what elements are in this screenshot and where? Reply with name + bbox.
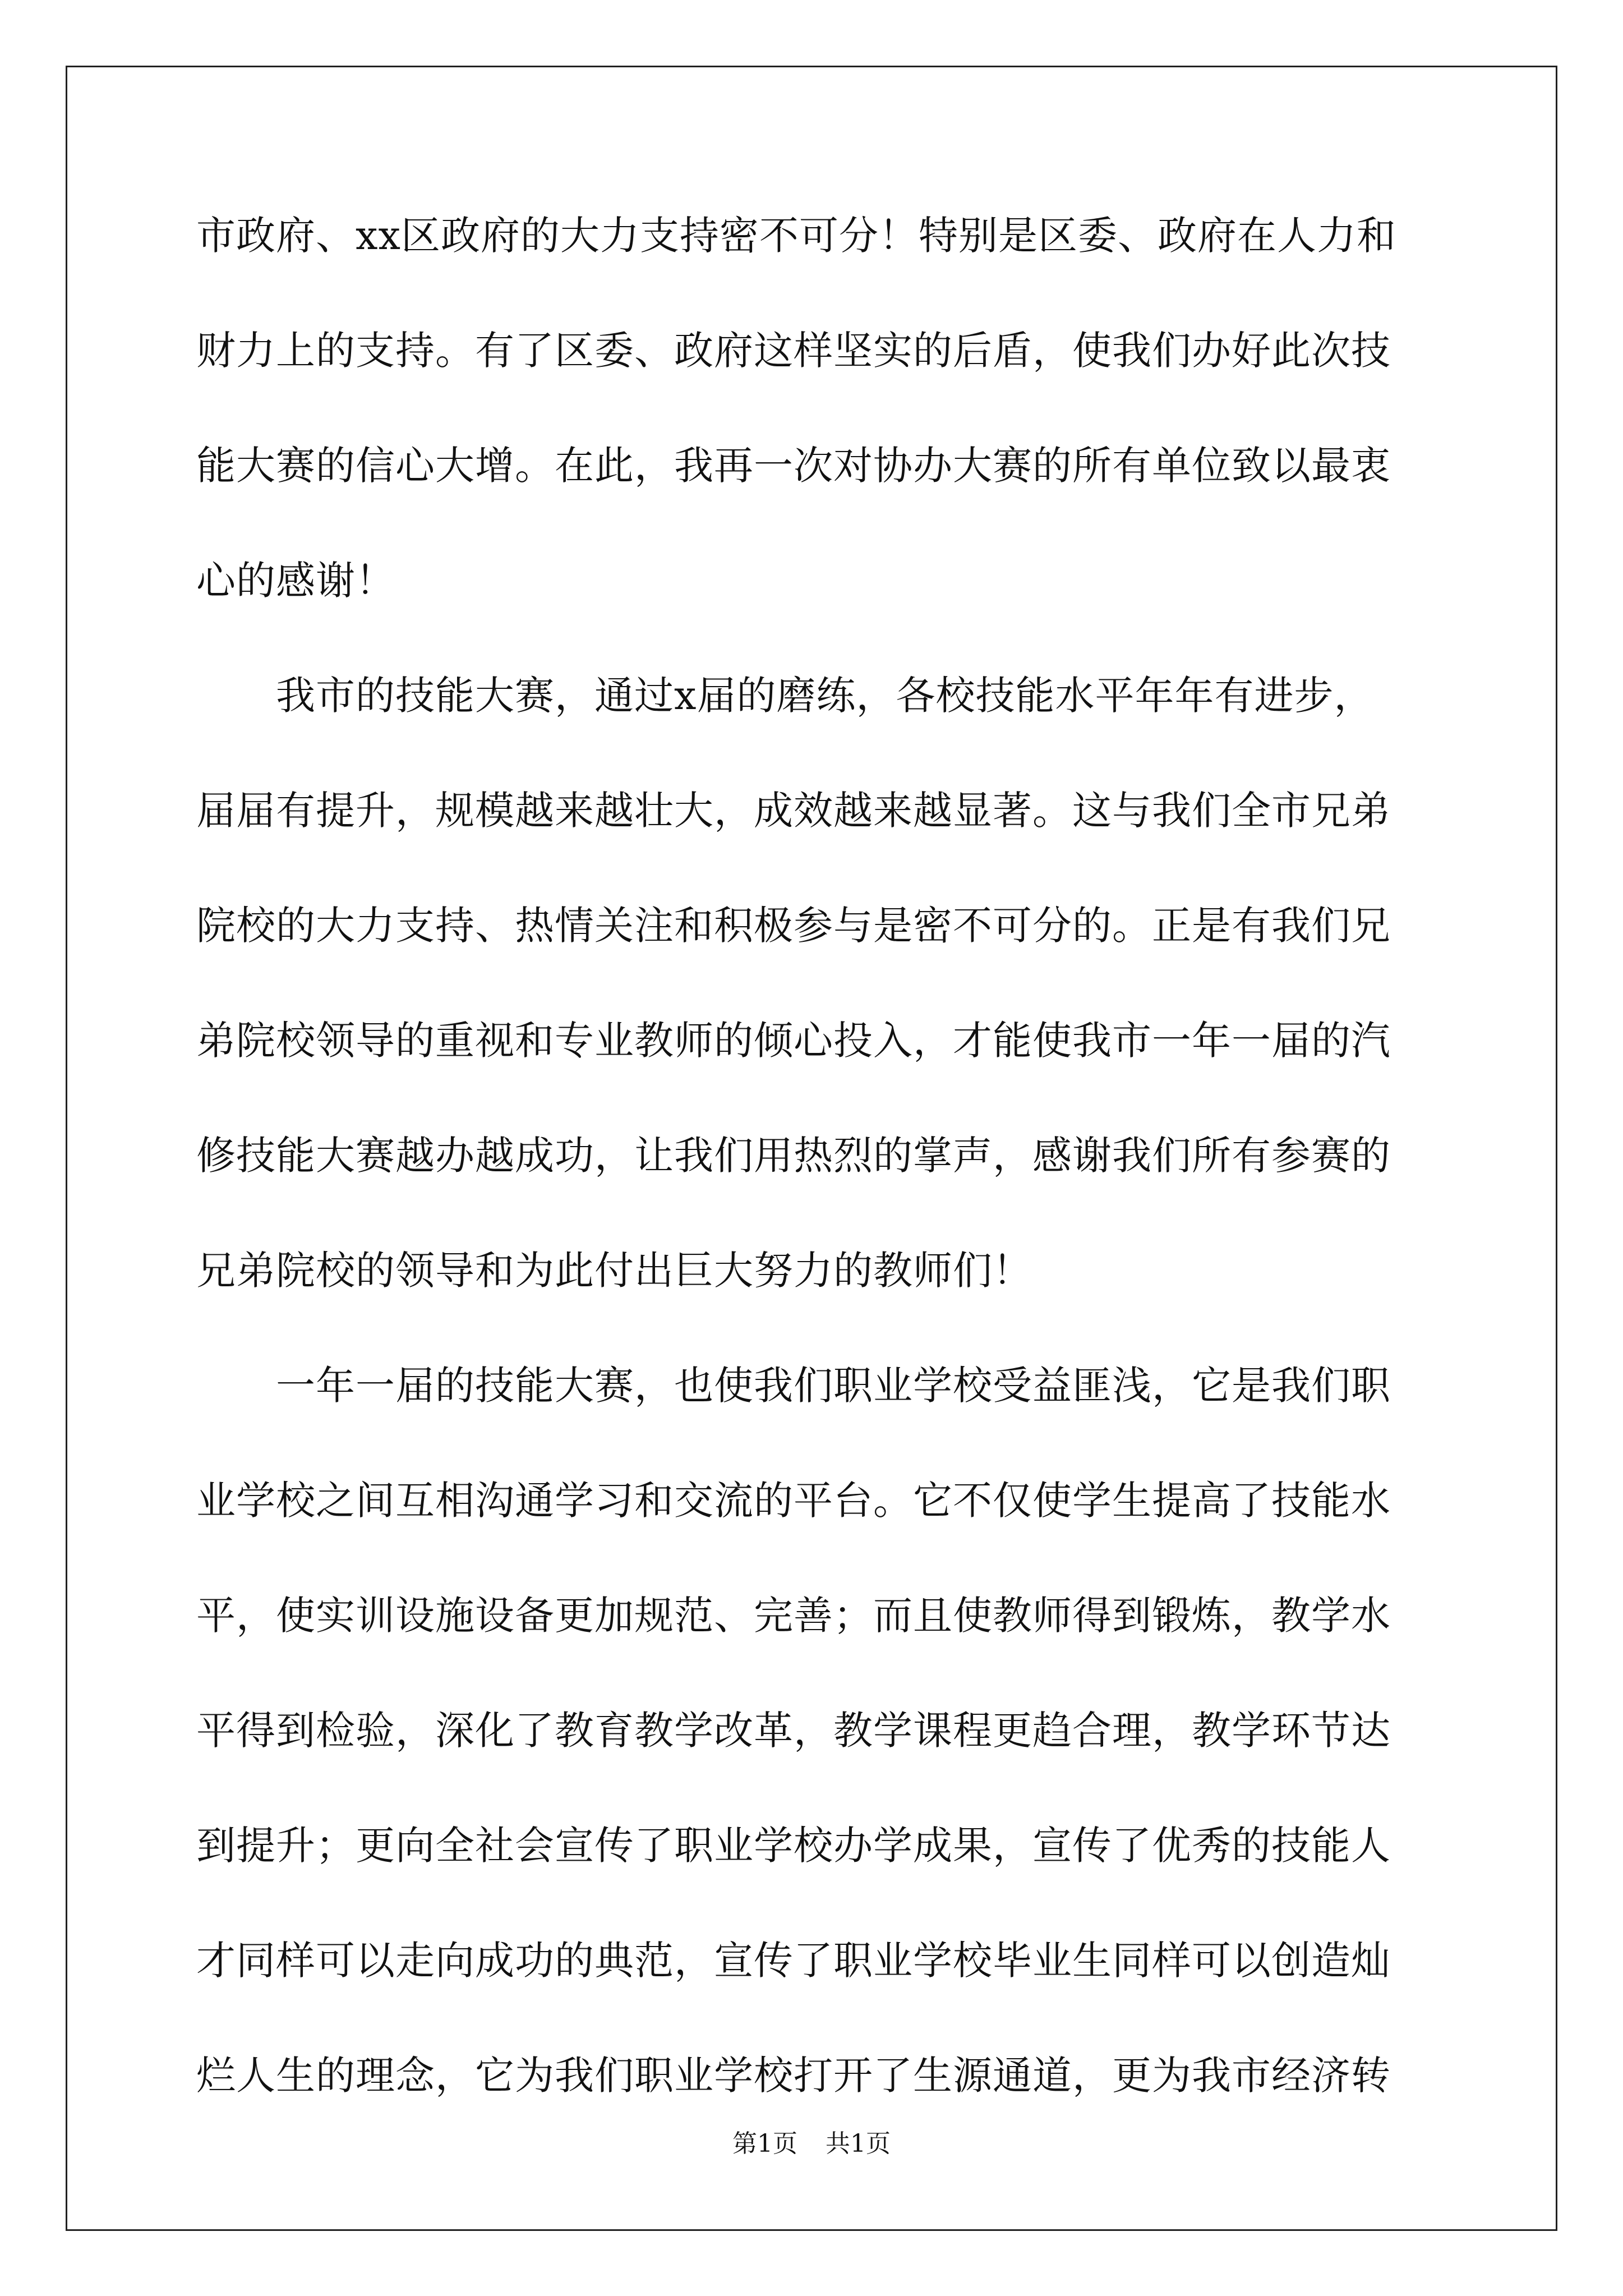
document-body bbox=[196, 213, 1423, 2171]
text-line: 弟院校领导的重视和专业教师的倾心投入，才能使我市一年一届的汽 bbox=[196, 1018, 1391, 1064]
text-line: 市政府、xx区政府的大力支持密不可分！特别是区委、政府在人力和 bbox=[196, 213, 1396, 259]
text-line: 我市的技能大赛，通过x届的磨练，各校技能水平年年有进步， bbox=[196, 673, 1374, 719]
text-line: 兄弟院校的领导和为此付出巨大努力的教师们！ bbox=[196, 1248, 1032, 1294]
text-line: 财力上的支持。有了区委、政府这样坚实的后盾，使我们办好此次技 bbox=[196, 328, 1391, 374]
page-footer bbox=[0, 2129, 1623, 2158]
page-total: 共1页 bbox=[826, 2129, 891, 2158]
text-line: 烂人生的理念，它为我们职业学校打开了生源通道，更为我市经济转 bbox=[196, 2053, 1391, 2099]
text-line: 修技能大赛越办越成功，让我们用热烈的掌声，感谢我们所有参赛的 bbox=[196, 1133, 1391, 1179]
text-line: 届届有提升，规模越来越壮大，成效越来越显著。这与我们全市兄弟 bbox=[196, 788, 1391, 834]
text-line: 一年一届的技能大赛，也使我们职业学校受益匪浅，它是我们职 bbox=[196, 1363, 1391, 1409]
text-line: 才同样可以走向成功的典范，宣传了职业学校毕业生同样可以创造灿 bbox=[196, 1938, 1391, 1984]
text-line: 到提升；更向全社会宣传了职业学校办学成果，宣传了优秀的技能人 bbox=[196, 1823, 1391, 1869]
text-line: 平，使实训设施设备更加规范、完善；而且使教师得到锻炼，教学水 bbox=[196, 1593, 1391, 1639]
text-line: 院校的大力支持、热情关注和积极参与是密不可分的。正是有我们兄 bbox=[196, 903, 1391, 949]
text-line: 平得到检验，深化了教育教学改革，教学课程更趋合理，教学环节达 bbox=[196, 1708, 1391, 1754]
text-line: 能大赛的信心大增。在此，我再一次对协办大赛的所有单位致以最衷 bbox=[196, 443, 1391, 489]
text-line: 心的感谢！ bbox=[196, 558, 395, 604]
text-line: 业学校之间互相沟通学习和交流的平台。它不仅使学生提高了技能水 bbox=[196, 1478, 1391, 1524]
page-number: 第1页 bbox=[732, 2129, 797, 2158]
